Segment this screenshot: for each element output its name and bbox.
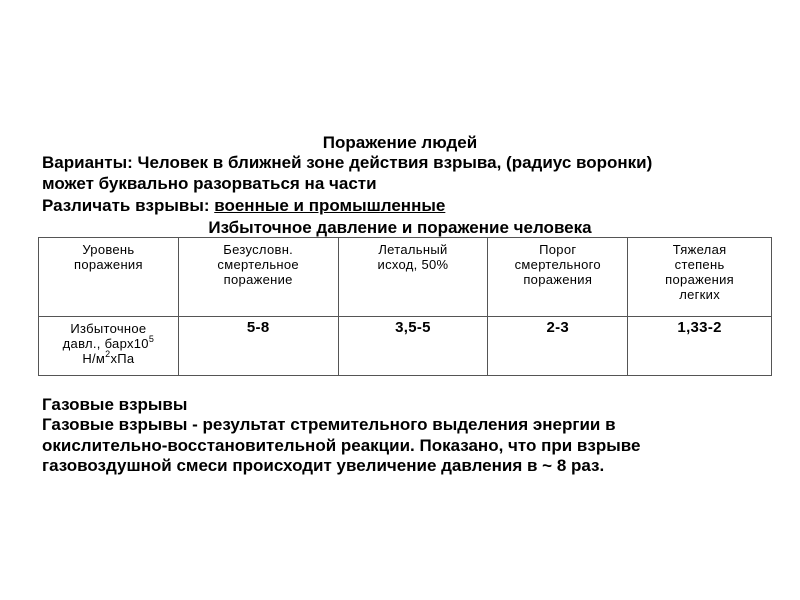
distinguish-prefix: Различать взрывы: bbox=[42, 196, 215, 215]
header-line: исход, 50% bbox=[377, 257, 449, 272]
row-label-text: давл., барх10 bbox=[62, 336, 149, 351]
header-level-line: поражения bbox=[73, 257, 143, 272]
header-line: легких bbox=[679, 287, 720, 302]
row-label-text: Н/м bbox=[82, 351, 106, 366]
row-label-line: Избыточное bbox=[70, 321, 147, 336]
header-line: поражение bbox=[223, 272, 293, 287]
paragraph-line: окислительно-восстановительной реакции. Показано, что при взрыве bbox=[42, 435, 641, 455]
header-line: поражения bbox=[523, 272, 593, 287]
row-label-text: хПа bbox=[110, 351, 135, 366]
gas-explosions-title: Газовые взрывы bbox=[42, 395, 188, 414]
value-unconditional-death: 5-8 bbox=[178, 317, 338, 376]
header-line: Порог bbox=[539, 242, 577, 257]
pressure-table bbox=[38, 237, 772, 376]
value-severe-lung: 1,33-2 bbox=[628, 317, 772, 376]
header-line: смертельного bbox=[514, 257, 601, 272]
table-header-row bbox=[39, 238, 772, 317]
row-label-sup: 5 bbox=[148, 333, 155, 344]
header-line: поражения bbox=[665, 272, 735, 287]
header-severe-lung bbox=[628, 238, 772, 317]
value-lethal-threshold: 2-3 bbox=[488, 317, 628, 376]
header-line: смертельное bbox=[217, 257, 299, 272]
distinguish-line bbox=[42, 196, 445, 216]
header-level-line: Уровень bbox=[82, 242, 135, 257]
row-label-overpressure bbox=[39, 317, 179, 376]
variants-line-2: может буквально разорваться на части bbox=[42, 174, 377, 193]
value-lethal-50: 3,5-5 bbox=[338, 317, 488, 376]
header-lethal-threshold bbox=[488, 238, 628, 317]
variants-line-1: Варианты: Человек в ближней зоне действия взрыва, (радиус воронки) bbox=[42, 153, 653, 172]
header-line: Безусловн. bbox=[223, 242, 294, 257]
slide-title: Поражение людей bbox=[322, 133, 478, 152]
paragraph-line: Газовые взрывы - результат стремительного выделения энергии в bbox=[42, 415, 616, 434]
distinguish-types: военные и промышленные bbox=[214, 196, 446, 215]
table-values-row bbox=[39, 317, 772, 376]
row-label-line bbox=[43, 348, 174, 366]
header-lethal-50 bbox=[338, 238, 488, 317]
paragraph-line: газовоздушной смеси происходит увеличение давления в ~ 8 раз. bbox=[42, 456, 605, 475]
header-level bbox=[39, 238, 179, 317]
table-title: Избыточное давление и поражение человека bbox=[208, 218, 592, 237]
header-line: Тяжелая bbox=[672, 242, 727, 257]
gas-explosions-paragraph bbox=[42, 415, 762, 477]
header-line: Летальный bbox=[378, 242, 448, 257]
header-line: степень bbox=[674, 257, 725, 272]
row-label-sup: 2 bbox=[105, 348, 111, 359]
header-unconditional-death bbox=[178, 238, 338, 317]
